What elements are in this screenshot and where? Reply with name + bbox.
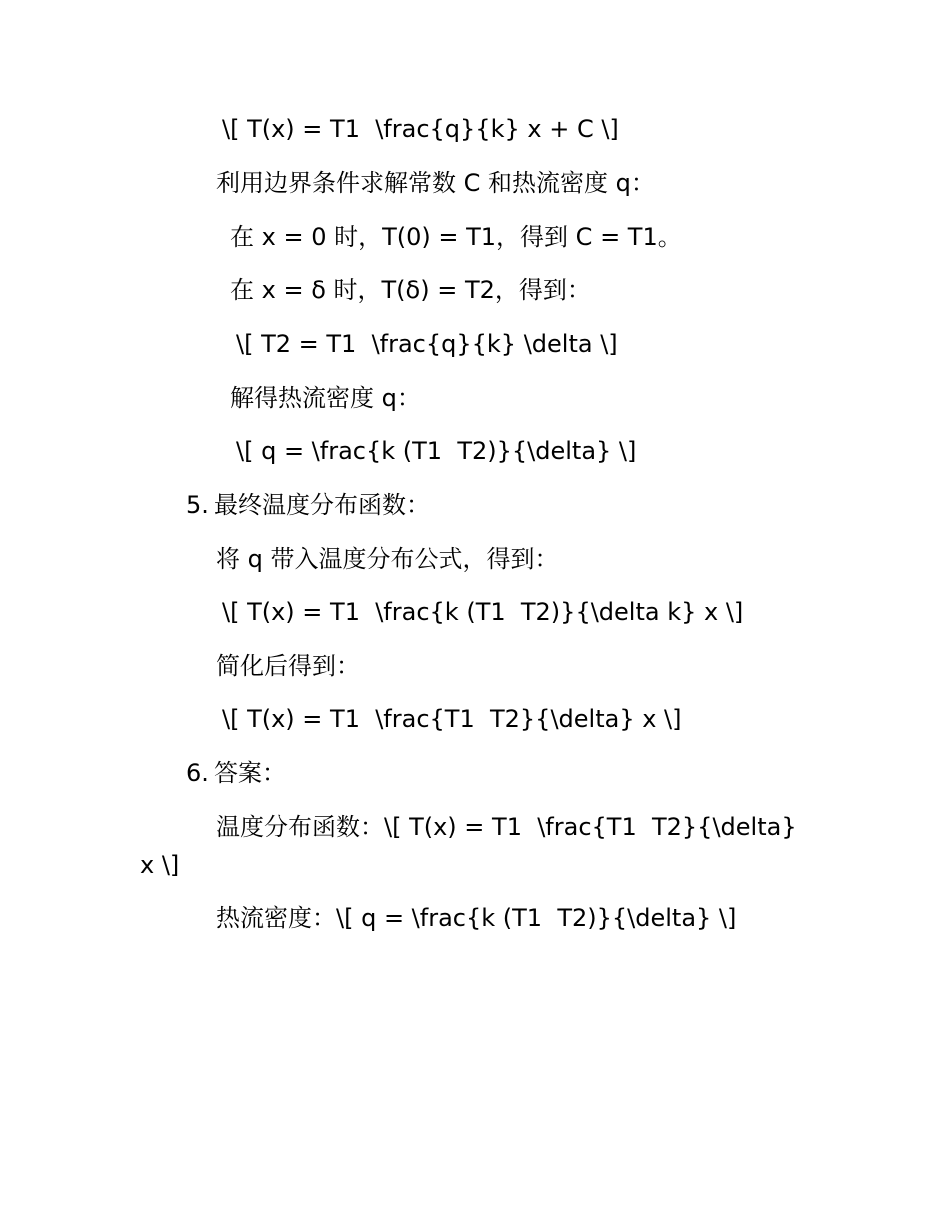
formula-line: \[ T(x) = T1 \frac{k (T1 T2)}{\delta k} x \] (222, 598, 744, 626)
numbered-heading (186, 758, 286, 788)
list-number: 6. (186, 759, 209, 787)
text-line: 在 x = 0 时，T(0) = T1，得到 C = T1。 (230, 223, 682, 251)
numbered-heading (186, 490, 430, 520)
text-line: 利用边界条件求解常数 C 和热流密度 q： (216, 169, 655, 197)
heading-text: 答案： (214, 759, 286, 787)
answer-line: 温度分布函数：\[ T(x) = T1 \frac{T1 T2}{\delta} (216, 813, 797, 841)
text-line: 将 q 带入温度分布公式，得到： (216, 545, 559, 573)
answer-line-continued: x \] (140, 851, 180, 879)
list-number: 5. (186, 491, 209, 519)
text-line: 在 x = δ 时，T(δ) = T2，得到： (230, 276, 591, 304)
formula-line: \[ T(x) = T1 \frac{q}{k} x + C \] (222, 115, 619, 143)
text-line: 简化后得到： (216, 652, 360, 680)
formula-line: \[ T(x) = T1 \frac{T1 T2}{\delta} x \] (222, 705, 682, 733)
formula-line: \[ T2 = T1 \frac{q}{k} \delta \] (236, 330, 618, 358)
text-line: 解得热流密度 q： (230, 384, 421, 412)
formula-line: \[ q = \frac{k (T1 T2)}{\delta} \] (236, 437, 637, 465)
answer-line: 热流密度：\[ q = \frac{k (T1 T2)}{\delta} \] (216, 904, 737, 932)
heading-text: 最终温度分布函数： (214, 491, 430, 519)
